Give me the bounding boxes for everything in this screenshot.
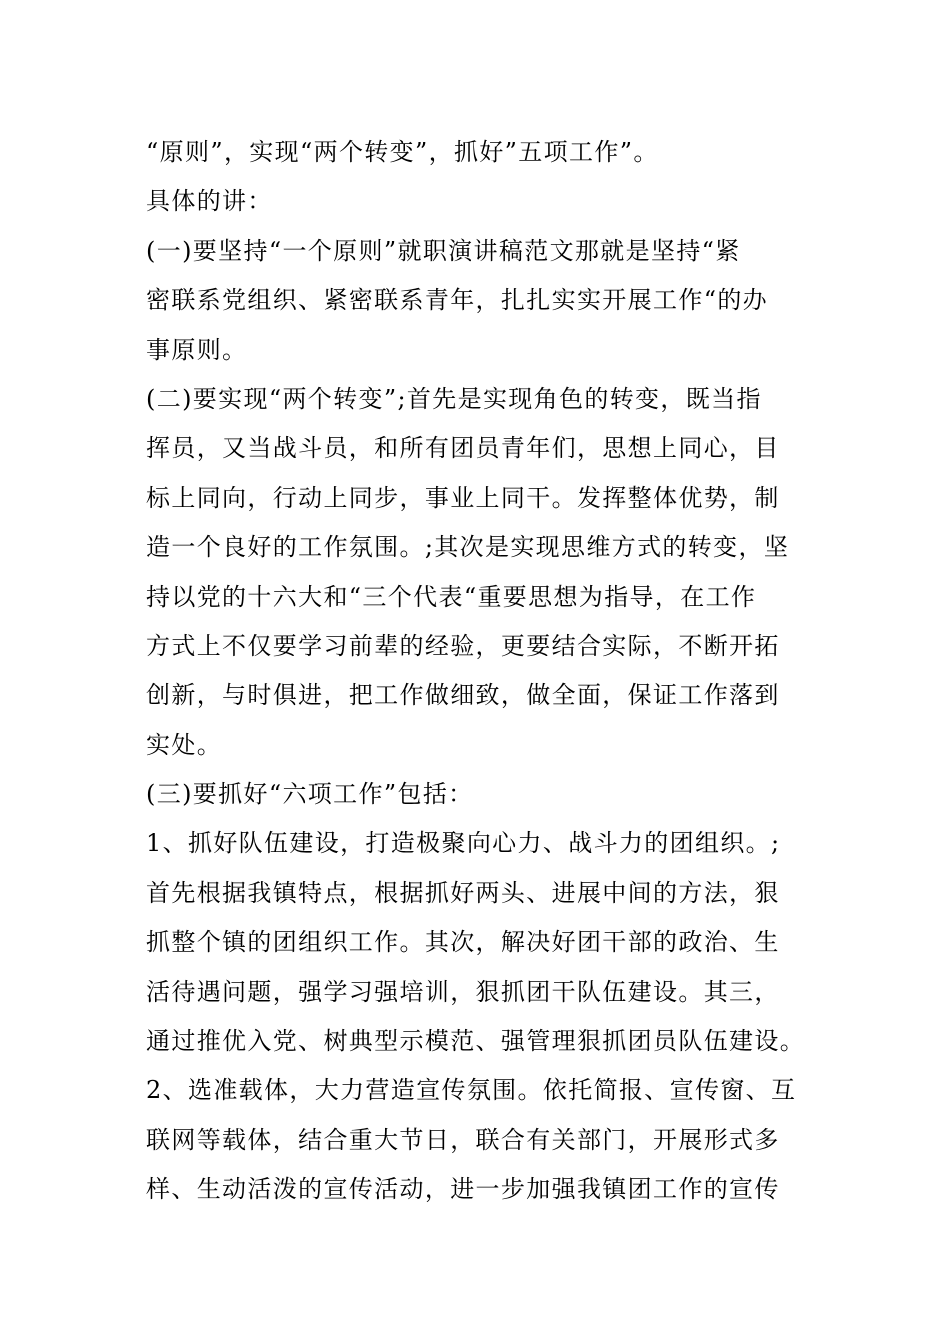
text-line: 挥员，又当战斗员，和所有团员青年们，思想上同心，目: [146, 434, 780, 463]
text-line: 首先根据我镇特点，根据抓好两头、进展中间的方法，狠: [146, 878, 780, 907]
text-line: 创新，与时俱进，把工作做细致，做全面，保证工作落到: [146, 681, 780, 710]
text-line: 抓整个镇的团组织工作。其次，解决好团干部的政治、生: [146, 928, 780, 957]
text-line: 活待遇问题，强学习强培训，狠抓团干队伍建设。其三，: [146, 977, 780, 1006]
text-line: 1、抓好队伍建设，打造极聚向心力、战斗力的团组织。;: [146, 829, 781, 858]
text-line: 具体的讲：: [146, 187, 273, 216]
text-line: 持以党的十六大和“三个代表“重要思想为指导，在工作: [146, 582, 757, 611]
text-line: (一)要坚持“一个原则”就职演讲稿范文那就是坚持“紧: [146, 236, 741, 265]
text-line: 样、生动活泼的宣传活动，进一步加强我镇团工作的宣传: [146, 1175, 780, 1204]
text-line: 密联系党组织、紧密联系青年，扎扎实实开展工作“的办: [146, 286, 769, 315]
text-line: 造一个良好的工作氛围。;其次是实现思维方式的转变，坚: [146, 533, 790, 562]
body-text: [146, 128, 810, 1215]
text-line: 2、选准载体，大力营造宣传氛围。依托简报、宣传窗、互: [146, 1076, 797, 1105]
text-line: 联网等载体，结合重大节日，联合有关部门，开展形式多: [146, 1125, 780, 1154]
text-line: 方式上不仅要学习前辈的经验，更要结合实际，不断开拓: [146, 631, 780, 660]
text-line: 标上同向，行动上同步，事业上同干。发挥整体优势，制: [146, 483, 780, 512]
text-line: 事原则。: [146, 335, 248, 364]
text-line: (二)要实现“两个转变”;首先是实现角色的转变，既当指: [146, 384, 762, 413]
text-line: (三)要抓好“六项工作”包括：: [146, 780, 474, 809]
text-line: 通过推优入党、树典型示模范、强管理狠抓团员队伍建设。: [146, 1027, 806, 1056]
text-line: 实处。: [146, 730, 223, 759]
text-line: “原则”，实现“两个转变”，抓好”五项工作”。: [146, 138, 659, 166]
